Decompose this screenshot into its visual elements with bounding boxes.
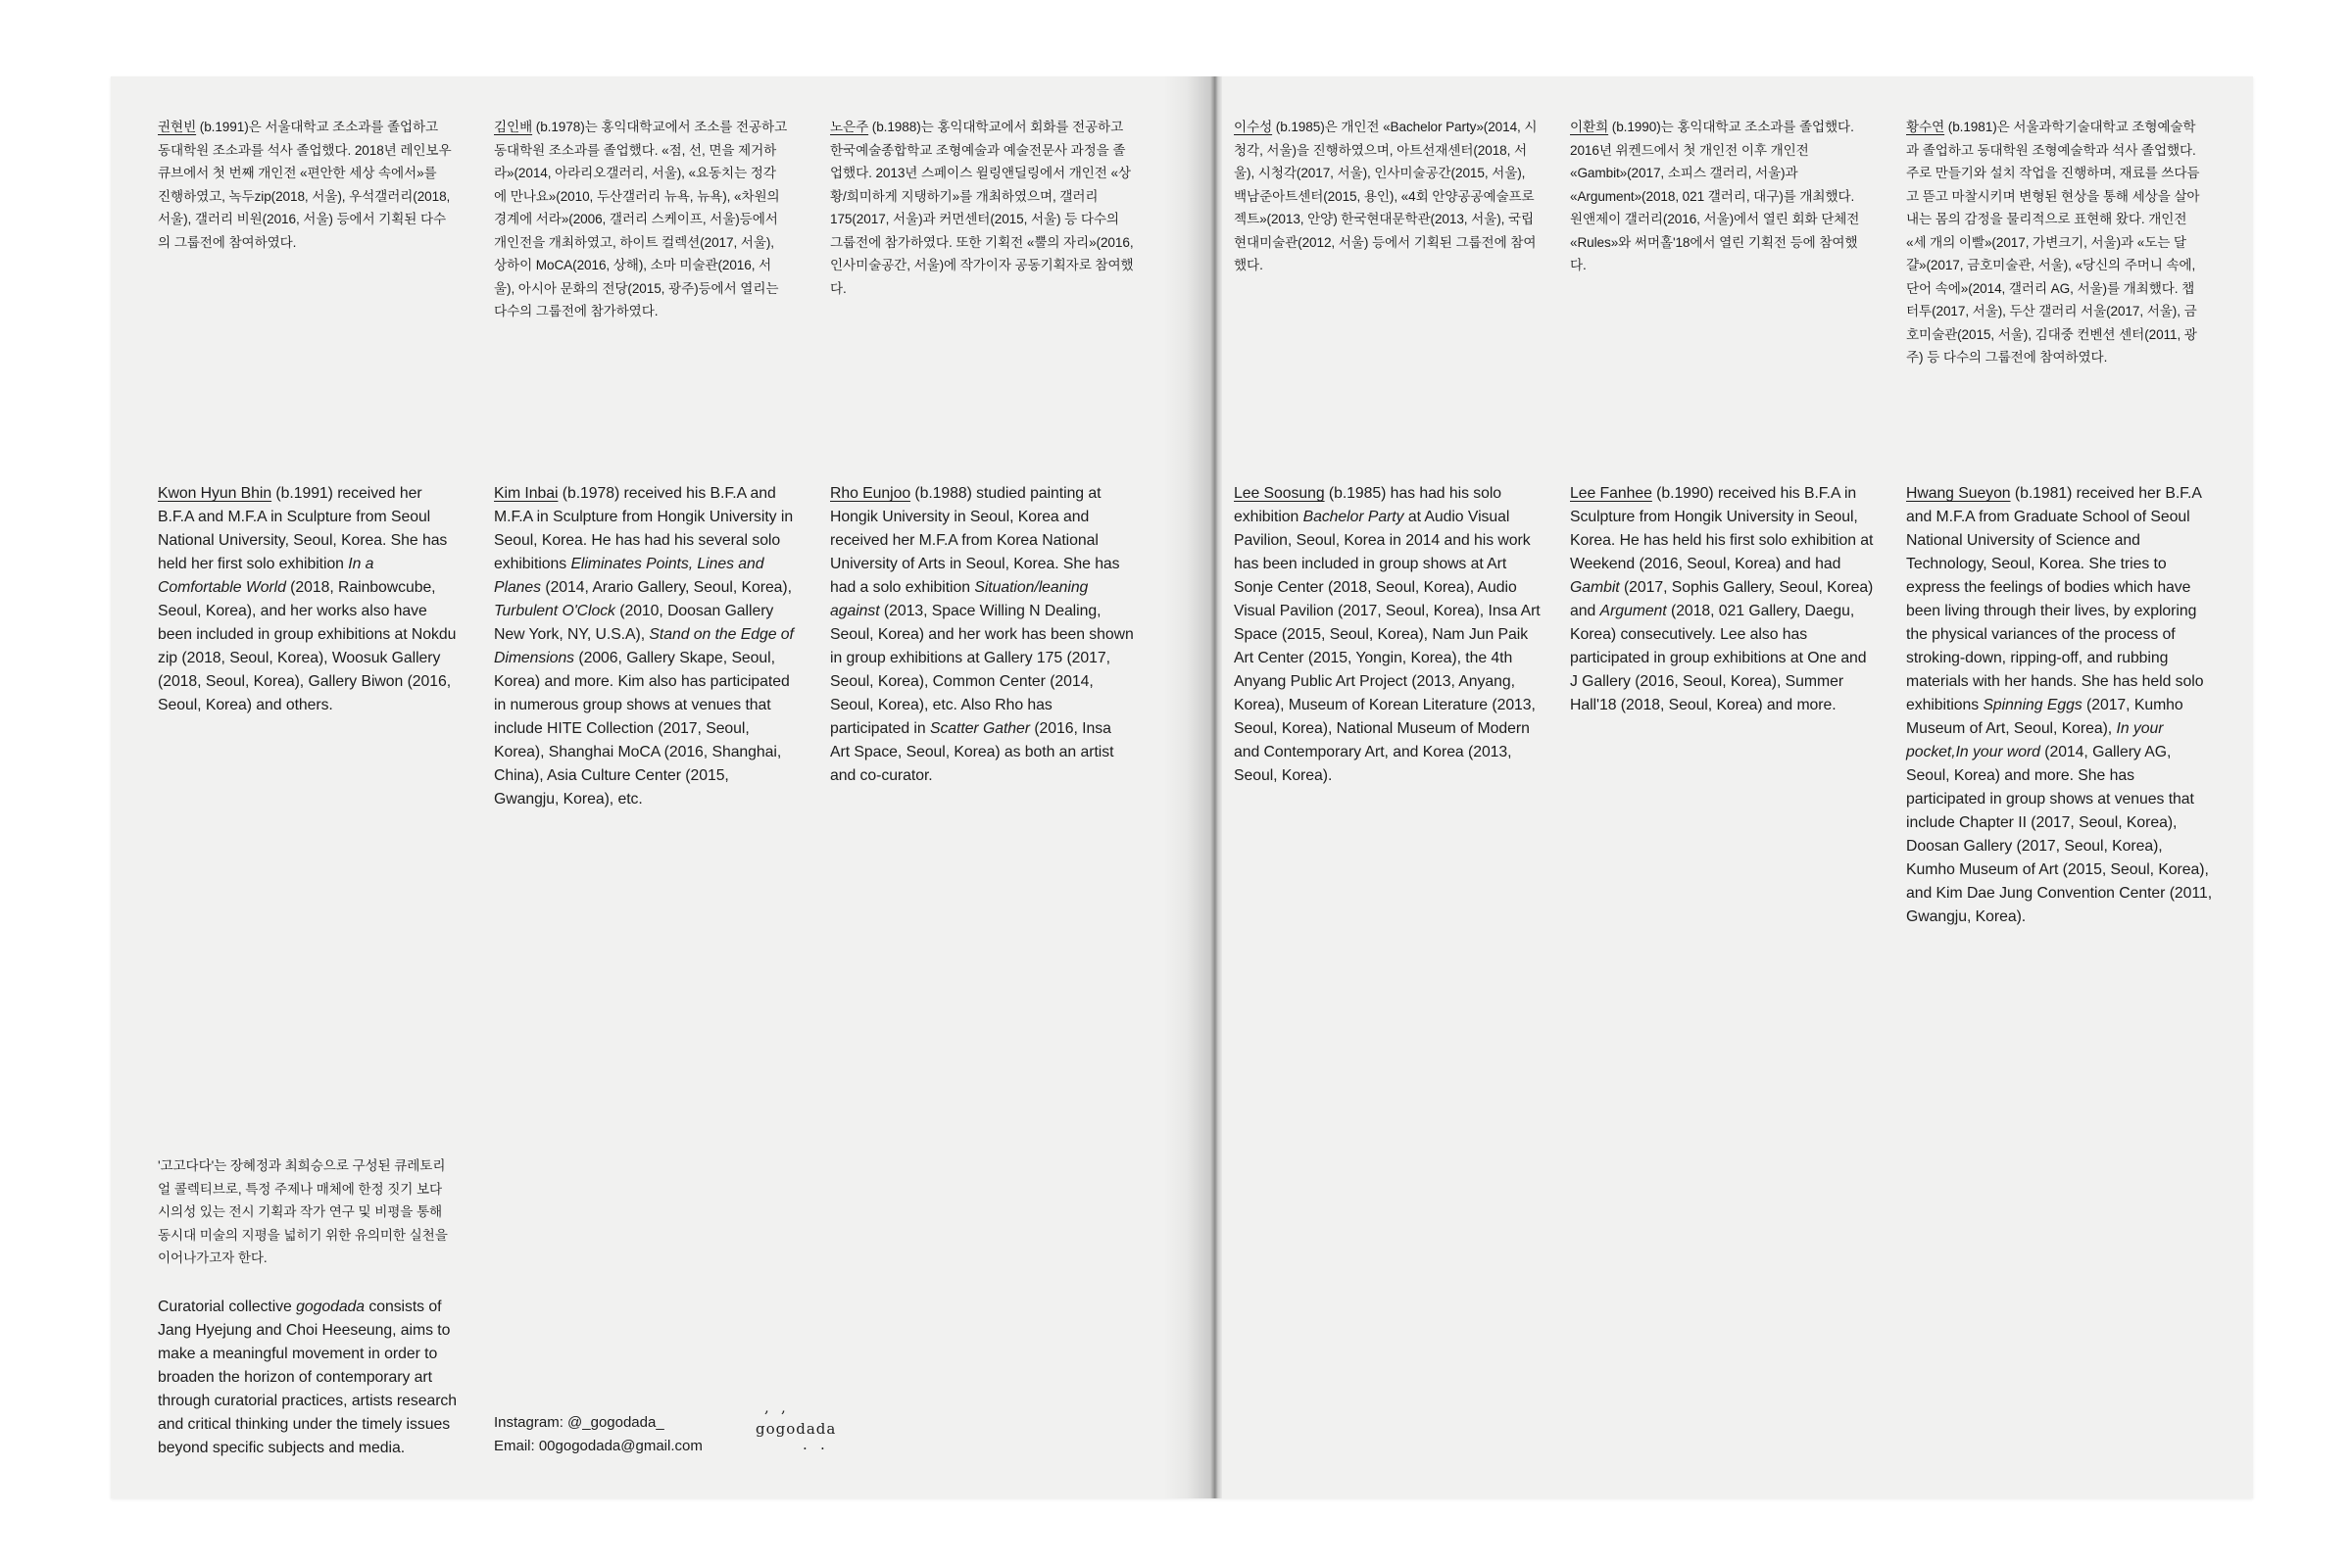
bio-text: (2013, Space Willing N Dealing, Seoul, Korea) and her work has been shown in group exhibitions at Gallery 175 (2017, Seoul, Korea), Common Center (2014, Seoul, Korea), etc. Also Rho has participated in: [830, 603, 1134, 737]
artist-name: Kim Inbai: [494, 485, 559, 502]
bio-text: (2017, Kumho Museum of Art, Seoul, Korea),: [1906, 697, 2183, 737]
artist-name: 김인배: [494, 120, 533, 134]
italic-title: Eliminates Points, Lines and Planes: [494, 556, 764, 596]
italic-title: Stand on the Edge of Dimensions: [494, 626, 794, 666]
english-bio-lee-fanhee: [1570, 482, 1876, 717]
italic-title: Scatter Gather: [929, 720, 1030, 737]
logo-dot-mark: .: [820, 1436, 825, 1453]
bio-text: Curatorial collective: [158, 1298, 297, 1315]
logo-comma-mark: ,: [781, 1398, 786, 1416]
korean-bio-hwang-sueyon: 황수연 (b.1981)은 서울과학기술대학교 조형예술학과 졸업하고 동대학원 조형예술학과 석사 졸업했다. 주로 만들기와 설치 작업을 진행하며, 재료를 쓰다듬고 뜯고 마찰시키며 변형된 현상을 통해 세상을 살아내는 몸의 감정을 물리적으로 표현해 왔다. 개인전 «세 개의 이빨»(2017, 가변크기, 서울)과 «도는 달걀»(2017, 금호미술관, 서울), «당신의 주머니 속에, 단어 속에»(2014, 갤러리 AG, 서울)를 개최했다. 챕터투(2017, 서울), 두산 갤러리 서울(2017, 서울), 금호미술관(2015, 서울), 김대중 컨벤션 센터(2011, 광주) 등 다수의 그룹전에 참여하였다.: [1906, 120, 2200, 365]
italic-title: Situation/leaning against: [830, 579, 1089, 619]
english-bio-kim-inbai: [494, 482, 796, 811]
english-bio-kwon-hyun-bhin: [158, 482, 457, 717]
email-address: Email: 00gogodada@gmail.com: [494, 1438, 703, 1454]
bio-text: (2006, Gallery Skape, Seoul, Korea) and more. Kim also has participated in numerous group shows at venues that include HITE Collection (2017, Seoul, Korea), Shanghai MoCA (2016, Shanghai, China), Asia Culture Center (2015, Gwangju, Korea), etc.: [494, 650, 790, 808]
english-bio-lee-soosung: [1234, 482, 1543, 788]
english-bio-hwang-sueyon: [1906, 482, 2215, 929]
artist-name: Hwang Sueyon: [1906, 485, 2011, 502]
artist-name: 권현빈: [158, 120, 197, 134]
italic-title: Bachelor Party: [1302, 509, 1404, 525]
italic-title: Gambit: [1570, 579, 1620, 596]
bio-text: (2016, Insa Art Space, Seoul, Korea) as both an artist and co-curator.: [830, 720, 1114, 784]
bio-text: (2010, Doosan Gallery New York, NY, U.S.A),: [494, 603, 774, 643]
magazine-spread: [111, 76, 2253, 1498]
about-korean: '고고다다'는 장혜정과 최희승으로 구성된 큐레토리얼 콜렉티브로, 특정 주제나 매체에 한정 짓기 보다 시의성 있는 전시 기획과 작가 연구 및 비평을 통해 동시대 미술의 지평을 넓히기 위한 유의미한 실천을 이어나가고자 한다.: [158, 1158, 448, 1265]
bio-text: (b.1990) received his B.F.A in Sculpture from Hongik University in Seoul, Korea. He has held his first solo exhibition at Weekend (2016, Seoul, Korea) and had: [1570, 485, 1874, 572]
english-bio-rho-eunjoo: [830, 482, 1134, 788]
logo-wordmark: gogodada: [756, 1420, 837, 1438]
artist-name: Lee Soosung: [1234, 485, 1325, 502]
artist-name: 이수성: [1234, 120, 1273, 134]
bio-text: (2017, Sophis Gallery, Seoul, Korea) and: [1570, 579, 1874, 619]
artist-name: 노은주: [830, 120, 869, 134]
korean-bio-lee-soosung: 이수성 (b.1985)은 개인전 «Bachelor Party»(2014, 시청각, 서울)을 진행하였으며, 아트선재센터(2018, 서울), 시청각(2017, 서울), 인사미술공간(2015, 서울), 백남준아트센터(2015, 용인), «4회 안양공공예술프로젝트»(2013, 안양) 한국현대문학관(2013, 서울), 국립현대미술관(2012, 서울) 등에서 기획된 그룹전에 참여했다.: [1234, 120, 1538, 272]
bio-text: (b.1988) studied painting at Hongik University in Seoul, Korea and received her M.F.A from Korea National University of Arts in Seoul, Korea. She has had a solo exhibition: [830, 485, 1120, 596]
bio-text: at Audio Visual Pavilion, Seoul, Korea in 2014 and his work has been included in group shows at Art Sonje Center (2018, Seoul, Korea), Audio Visual Pavilion (2017, Seoul, Korea), Insa Art Space (2015, Seoul, Korea), Nam Jun Paik Art Center (2015, Yongin, Korea), the 4th Anyang Public Art Project (2013, Anyang, Korea), Museum of Korean Literature (2013, Seoul, Korea), National Museum of Modern and Contemporary Art, and Korea (2013, Seoul, Korea).: [1234, 509, 1541, 784]
logo-comma-mark: ,: [764, 1398, 769, 1416]
gogodada-logo: [756, 1400, 854, 1467]
korean-bio-kim-inbai: 김인배 (b.1978)는 홍익대학교에서 조소를 전공하고 동대학원 조소과를 졸업했다. «점, 선, 면을 제거하라»(2014, 아라리오갤러리, 서울), «요동치는 정각에 만나요»(2010, 두산갤러리 뉴욕, 뉴욕), «차원의 경계에 서라»(2006, 갤러리 스케이프, 서울)등에서 개인전을 개최하였고, 하이트 컬렉션(2017, 서울), 상하이 MoCA(2016, 상해), 소마 미술관(2016, 서울), 아시아 문화의 전당(2015, 광주)등에서 열리는 다수의 그룹전에 참가하였다.: [494, 120, 788, 318]
about-english: [158, 1296, 457, 1460]
italic-title: Turbulent O'Clock: [494, 603, 615, 619]
korean-bio-kwon-hyun-bhin: 권현빈 (b.1991)은 서울대학교 조소과를 졸업하고 동대학원 조소과를 석사 졸업했다. 2018년 레인보우큐브에서 첫 번째 개인전 «편안한 세상 속에서»를 진행하였고, 녹두zip(2018, 서울), 우석갤러리(2018, 서울), 갤러리 비원(2016, 서울) 등에서 기획된 다수의 그룹전에 참여하였다.: [158, 120, 452, 250]
bio-text: (b.1981) received her B.F.A and M.F.A from Graduate School of Seoul National University of Science and Technology, Seoul, Korea. She tries to express the feelings of bodies which have been living through their lives, by exploring the physical variances of the process of stroking-down, ripping-off, and rubbing materials with her hands. She has held solo exhibitions: [1906, 485, 2204, 713]
bio-text: (2018, Rainbowcube, Seoul, Korea), and her works also have been included in group exhibitions at Nokdu zip (2018, Seoul, Korea), Woosuk Gallery (2018, Seoul, Korea), Gallery Biwon (2016, Seoul, Korea) and others.: [158, 579, 457, 713]
bio-text: (b.1978) received his B.F.A and M.F.A in Sculpture from Hongik University in Seoul, Korea. He has had his several solo exhibitions: [494, 485, 794, 572]
artist-name: Kwon Hyun Bhin: [158, 485, 272, 502]
artist-name: Lee Fanhee: [1570, 485, 1652, 502]
italic-title: In your pocket,In your word: [1906, 720, 2164, 760]
artist-name: Rho Eunjoo: [830, 485, 911, 502]
bio-text: consists of Jang Hyejung and Choi Heeseung, aims to make a meaningful movement in order to broaden the horizon of contemporary art through curatorial practices, artists research and critical thinking under the timely issues beyond specific subjects and media.: [158, 1298, 457, 1456]
artist-name: 이환희: [1570, 120, 1609, 134]
bio-text: (b.1985) has had his solo exhibition: [1234, 485, 1502, 525]
italic-title: gogodada: [296, 1298, 366, 1315]
bio-text: (b.1991) received her B.F.A and M.F.A in Sculpture from Seoul National University, Seoul, Korea. She has held her first solo exhibition: [158, 485, 448, 572]
logo-dot-mark: .: [803, 1436, 808, 1453]
italic-title: Spinning Eggs: [1983, 697, 2082, 713]
italic-title: In a Comfortable World: [158, 556, 374, 596]
instagram-handle: Instagram: @_gogodada_: [494, 1414, 664, 1431]
bio-text: (2018, 021 Gallery, Daegu, Korea) consecutively. Lee also has participated in group exhibitions at One and J Gallery (2016, Seoul, Korea), Summer Hall'18 (2018, Seoul, Korea) and more.: [1570, 603, 1867, 713]
bio-text: (2014, Gallery AG, Seoul, Korea) and more. She has participated in group shows at venues that include Chapter II (2017, Seoul, Korea), Doosan Gallery (2017, Seoul, Korea), Kumho Museum of Art (2015, Seoul, Korea), and Kim Dae Jung Convention Center (2011, Gwangju, Korea).: [1906, 744, 2213, 925]
page-gutter-shadow: [1163, 76, 1222, 1498]
artist-name: 황수연: [1906, 120, 1945, 134]
korean-bio-lee-fanhee: 이환희 (b.1990)는 홍익대학교 조소과를 졸업했다. 2016년 위켄드에서 첫 개인전 이후 개인전 «Gambit»(2017, 소피스 갤러리, 서울)과 «Argument»(2018, 021 갤러리, 대구)를 개최했다. 원앤제이 갤러리(2016, 서울)에서 열린 회화 단체전 «Rules»와 써머홀'18에서 열린 기획전 등에 참여했다.: [1570, 120, 1860, 272]
bio-text: (2014, Arario Gallery, Seoul, Korea),: [541, 579, 792, 596]
italic-title: Argument: [1599, 603, 1667, 619]
korean-bio-rho-eunjoo: 노은주 (b.1988)는 홍익대학교에서 회화를 전공하고 한국예술종합학교 조형예술과 예술전문사 과정을 졸업했다. 2013년 스페이스 윌링앤딜링에서 개인전 «상황/희미하게 지탱하기»를 개최하였으며, 갤러리 175(2017, 서울)과 커먼센터(2015, 서울) 등 다수의 그룹전에 참가하였다. 또한 기획전 «뿔의 자리»(2016, 인사미술공간, 서울)에 작가이자 공동기획자로 참여했다.: [830, 120, 1134, 296]
